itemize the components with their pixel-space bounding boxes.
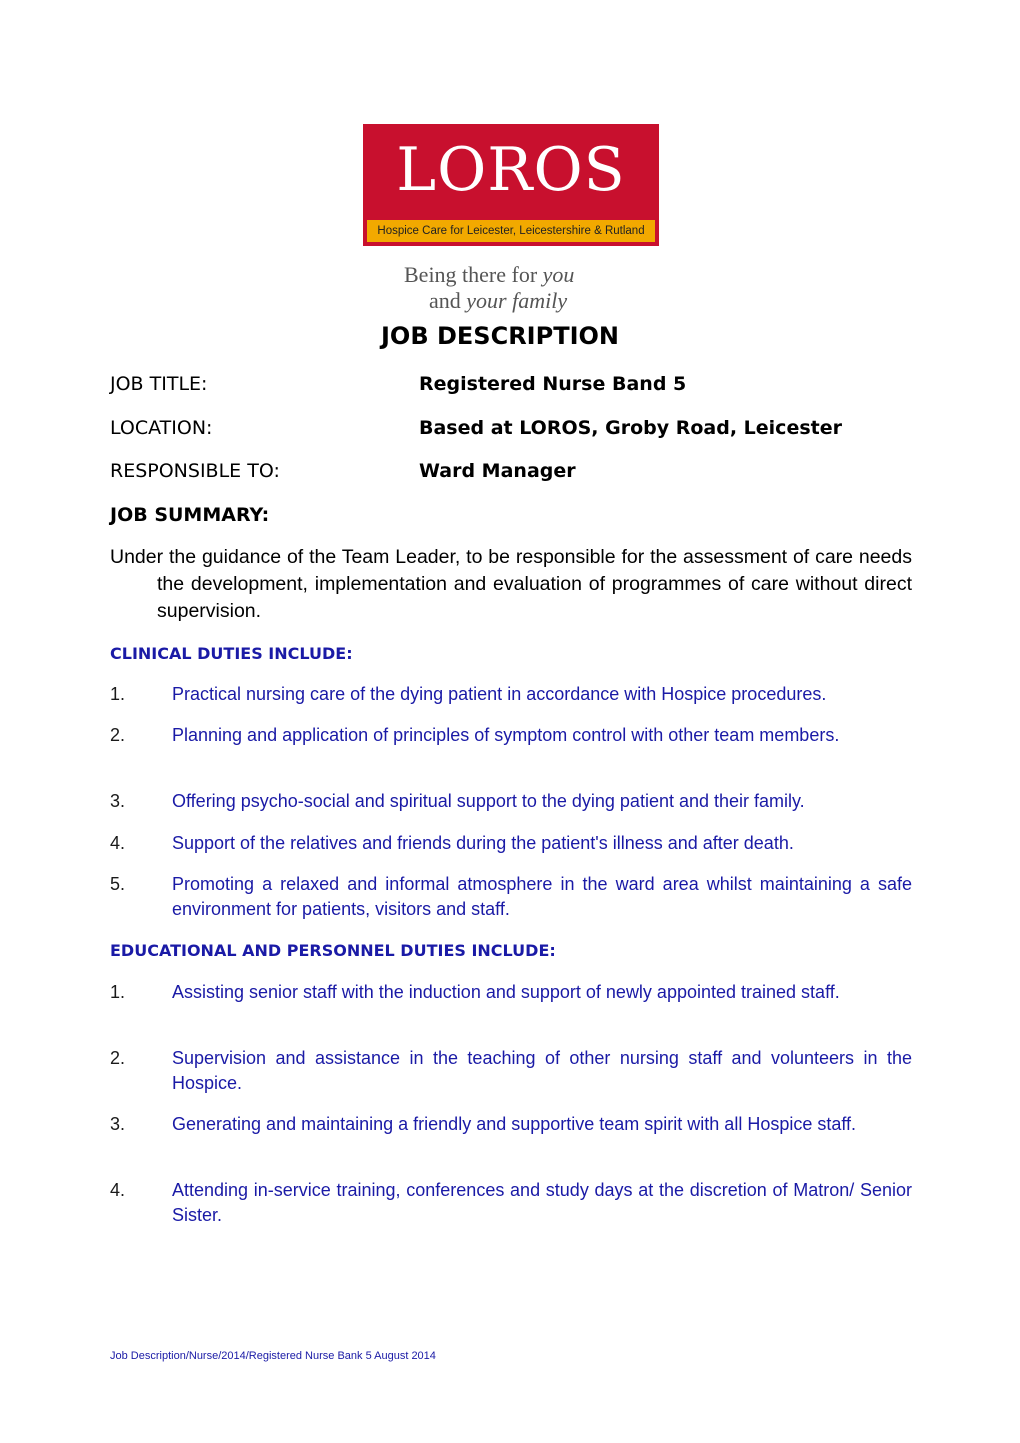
job-summary-heading: JOB SUMMARY: (110, 504, 270, 526)
tagline (404, 262, 644, 314)
responsible-to-value: Ward Manager (419, 460, 576, 482)
educational-duties-heading: EDUCATIONAL AND PERSONNEL DUTIES INCLUDE: (110, 941, 556, 960)
tagline-line-2: and your family (429, 288, 568, 313)
page-footer: Job Description/Nurse/2014/Registered Nurse Bank 5 August 2014 (110, 1350, 436, 1362)
document-page: LOROS Hospice Care for Leicester, Leicestershire & Rutland Being there for you and your family JOB DESCRIPTION JOB TITLE: Registered Nurse Band 5 LOCATION: Based at LOROS, Groby Road, Leicester RESPONSIBLE TO: Ward Manager JOB SUMMARY: Under the guidance of the Team Leader, to be responsible for the assessment of care needs the development, implementation and evaluation of programmes of care without direct supervision. CLINICAL DUTIES INCLUDE: 1. Practical nursing care of the dying patient in accordance with Hospice procedures. 2. Planning and application of principles of symptom control with other team members. 3. Offering psycho-social and spiritual support to the dying patient and their family. 4. Support of the relatives and friends during the patient's illness and after death. 5. Promoting a relaxed and informal atmosphere in the ward area whilst maintaining a safe environment for patients, visitors and staff. EDUCATIONAL AND PERSONNEL DUTIES INCLUDE: 1. Assisting senior staff with the induction and support of newly appointed trained staff. 2. Supervision and assistance in the teaching of other nursing staff and volunteers in the Hospice. 3. Generating and maintaining a friendly and supportive team spirit with all Hospice staff. 4. Attending in-service training, conferences and study days at the discretion of Matron/ Senior Sister. Job Description/Nurse/2014/Registered Nurse Bank 5 August 2014 (0, 0, 1020, 1443)
location-value: Based at LOROS, Groby Road, Leicester (419, 417, 842, 439)
logo-band: Hospice Care for Leicester, Leicestershire & Rutland (367, 220, 655, 242)
job-summary-text: Under the guidance of the Team Leader, to be responsible for the assessment of care needs the development, implementation and evaluation of programmes of care without direct supervision. (110, 546, 912, 622)
clinical-duties-heading: CLINICAL DUTIES INCLUDE: (110, 644, 353, 663)
job-title-value: Registered Nurse Band 5 (419, 373, 687, 395)
loros-logo (363, 124, 659, 246)
job-title-label: JOB TITLE: (110, 373, 208, 395)
location-label: LOCATION: (110, 417, 213, 439)
page-title: JOB DESCRIPTION (381, 322, 619, 350)
logo-wordmark: LOROS (396, 135, 626, 205)
tagline-line-1: Being there for you (404, 262, 575, 287)
responsible-to-label: RESPONSIBLE TO: (110, 460, 280, 482)
